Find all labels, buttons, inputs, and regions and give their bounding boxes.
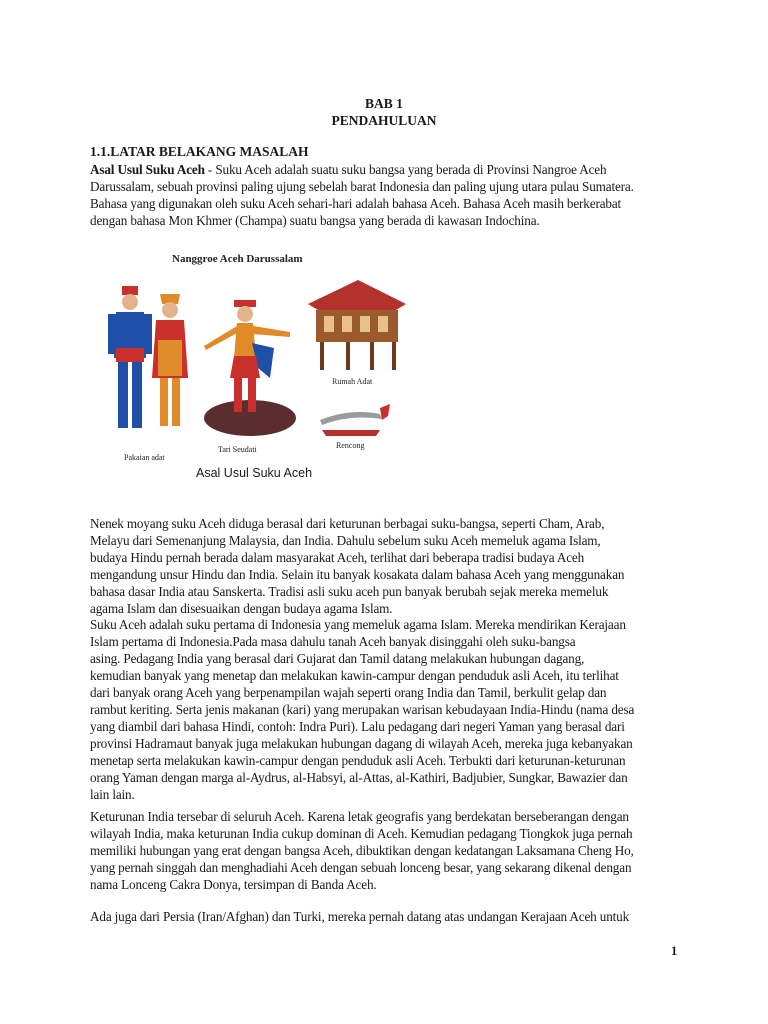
rencong-blade	[320, 412, 382, 425]
dancer-headband	[234, 300, 256, 307]
p1-line: lain lain.	[90, 786, 135, 802]
seudati-dance-figure	[204, 300, 296, 454]
chapter-number: BAB 1	[365, 96, 403, 111]
traditional-house-figure	[308, 280, 406, 386]
intro-line-3: Bahasa yang digunakan oleh suku Aceh sehari-hari adalah bahasa Aceh. Bahasa Aceh masih berkerabat	[90, 195, 622, 211]
traditional-clothes-figure	[108, 286, 188, 462]
p2-line: memiliki hubungan yang erat dengan bangsa Aceh, dibuktikan dengan kedatangan Laksamana Cheng Ho,	[90, 842, 634, 858]
p1-line: menetap serta melakukan kawin-campur dengan penduduk asli Aceh. Terbukti dari keturunan-keturunan	[90, 752, 626, 768]
p1-line: dari banyak orang Aceh yang berpenampilan wajah seperti orang India dan Tamil, berkulit gelap dan	[90, 685, 607, 701]
p1-line: bahasa dasar India atau Sanskerta. Tradisi asli suku aceh pun banyak berubah sejak mereka memeluk	[90, 583, 609, 599]
house-roof	[308, 280, 406, 310]
house-window-1	[324, 316, 334, 332]
man-head	[122, 294, 138, 310]
intro-line-2: Darussalam, sebuah provinsi paling ujung sebelah barat Indonesia dan paling ujung utara pulau Sumatera.	[90, 178, 634, 194]
p1-line: Nenek moyang suku Aceh diduga berasal dari keturunan berbagai suku-bangsa, seperti Cham, Arab,	[90, 516, 605, 531]
p3-line: Ada juga dari Persia (Iran/Afghan) dan Turki, mereka pernah datang atas undangan Kerajaan Aceh untuk	[90, 909, 630, 924]
p1-line: provinsi Hadramaut banyak juga melakukan hubungan dagang di wilayah Aceh, mereka juga kebanyakan	[90, 735, 633, 751]
dancer-head	[237, 306, 253, 322]
p2-line: Keturunan India tersebar di seluruh Aceh. Karena letak geografis yang berdekatan berseberangan dengan	[90, 809, 629, 824]
rencong-dagger-figure	[320, 404, 390, 450]
house-stilt-3	[370, 342, 374, 370]
house-window-4	[378, 316, 388, 332]
house-label: Rumah Adat	[332, 377, 373, 386]
p1-line: asing. Pedagang India yang berasal dari Gujarat dan Tamil datang melakukan hubungan dagang,	[90, 651, 585, 667]
man-sarong	[116, 348, 144, 362]
woman-head	[162, 302, 178, 318]
clothes-label: Pakaian adat	[124, 453, 165, 462]
p2-line: wilayah India, maka keturunan India cukup dominan di Aceh. Kemudian pedagang Tiongkok juga pernah	[90, 825, 633, 841]
p1-line: agama Islam dan disesuaikan dengan budaya agama Islam.	[90, 600, 393, 616]
weapon-label: Rencong	[336, 441, 365, 450]
p1-line: mengandung unsur Hindu dan India. Selain itu banyak kosakata dalam bahasa Aceh yang menggunakan	[90, 566, 625, 582]
intro-line-4: dengan bahasa Mon Khmer (Champa) suatu bangsa yang berada di kawasan Indochina.	[90, 212, 540, 228]
illustration-svg	[100, 248, 410, 470]
illustration-title: Nanggroe Aceh Darussalam	[172, 253, 303, 265]
dancer-left-leg	[234, 376, 242, 412]
dancer-right-arm	[252, 326, 290, 337]
aceh-culture-illustration	[100, 248, 410, 470]
p1-line: rambut keriting. Serta jenis makanan (kari) yang merupakan warisan kebudayaan India-Hindu (nama desa	[90, 701, 635, 717]
house-stilt-1	[320, 342, 324, 370]
man-right-leg	[132, 362, 142, 428]
dancer-right-leg	[248, 376, 256, 412]
p1-line: Melayu dari Semenanjung Malaysia, dan India. Dahulu sebelum suku Aceh memeluk agama Islam,	[90, 532, 601, 548]
house-window-2	[342, 316, 352, 332]
paragraph-3	[90, 909, 690, 926]
p1-line: budaya Hindu pernah berada dalam masyarakat Aceh, terlihat dari beberapa tradisi budaya Aceh	[90, 549, 585, 565]
p1-line: kemudian banyak yang menetap dan melakukan kawin-campur dengan penduduk asli Aceh, itu terlihat	[90, 668, 619, 684]
dance-label: Tari Seudati	[218, 445, 257, 454]
intro-paragraph	[90, 162, 690, 230]
house-stilt-4	[392, 342, 396, 370]
woman-right-leg	[172, 378, 180, 426]
dancer-left-arm	[204, 326, 239, 350]
dancer-skirt	[230, 356, 260, 378]
rencong-handle	[380, 404, 390, 420]
woman-sarong	[158, 340, 182, 376]
man-headdress	[122, 286, 138, 295]
intro-line-1: Asal Usul Suku Aceh - Suku Aceh adalah suatu suku bangsa yang berada di Provinsi Nangroe Aceh	[90, 162, 607, 177]
paragraph-2	[90, 809, 690, 894]
p2-line: yang pernah singgah dan menghadiahi Aceh dengan sebuah lonceng besar, yang sekarang dikenal dengan	[90, 859, 632, 875]
rencong-sheath	[322, 430, 380, 436]
house-window-3	[360, 316, 370, 332]
section-title: 1.1.LATAR BELAKANG MASALAH	[90, 144, 309, 159]
p1-line: Suku Aceh adalah suku pertama di Indonesia yang memeluk agama Islam. Mereka mendirikan Kerajaan	[90, 617, 626, 633]
p1-line: yang diambil dari bahasa Hindi, contoh: Indra Puri). Lalu pedagang dari negeri Yaman yang berasal dari	[90, 718, 625, 734]
intro-bold-lead: Asal Usul Suku Aceh	[90, 162, 205, 177]
paragraph-1	[90, 516, 690, 803]
man-right-arm	[144, 314, 152, 354]
chapter-title: PENDAHULUAN	[331, 113, 437, 128]
p1-line: orang Yaman dengan marga al-Aydrus, al-Habsyi, al-Attas, al-Kathiri, Badjubier, Sungkar, Bawazier dan	[90, 769, 628, 785]
p1-line: Islam pertama di Indonesia.Pada masa dahulu tanah Aceh banyak disinggahi oleh suku-bangsa	[90, 634, 576, 650]
man-left-leg	[118, 362, 128, 428]
figure-caption: Asal Usul Suku Aceh	[196, 466, 313, 480]
woman-left-leg	[160, 378, 168, 426]
page-number: 1	[671, 944, 678, 958]
man-left-arm	[108, 314, 116, 354]
house-stilt-2	[346, 342, 350, 370]
p2-line: nama Lonceng Cakra Donya, tersimpan di Banda Aceh.	[90, 876, 377, 892]
